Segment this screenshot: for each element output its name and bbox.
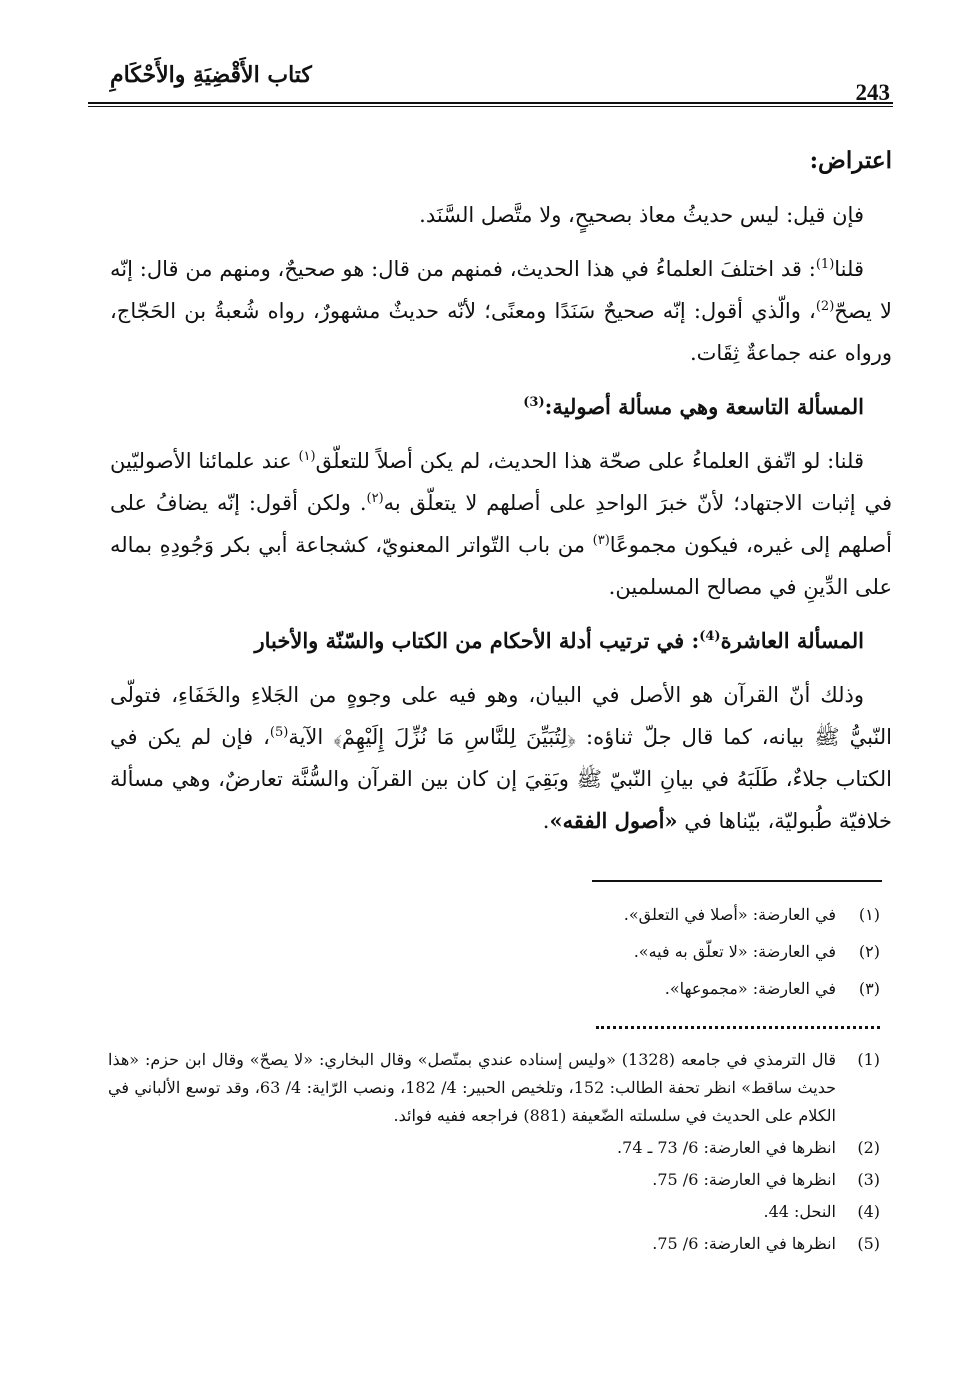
paragraph-text: . ولكن أقول: إنّه يضافُ على أصلهم إلى غيره، فيكون مجموعًا: [110, 491, 892, 557]
footnote-number: (4): [857, 1202, 880, 1221]
paragraph-text: ، فإن لم يكن في الكتاب جلاءٌ، طَلَبَهُ في بيانِ النّبيّ ﷺ وبَقِيَ إن كان بين القرآن والسُّنَّة تعارضٌ، وهي مسألة خلافيّة طُبوليّة، بيّناها في: [110, 725, 892, 833]
footnote-item: [108, 1046, 880, 1130]
footnote-number: (5): [857, 1234, 880, 1253]
book-reference: «أصول الفقه»: [549, 808, 678, 833]
paragraph-text: من باب التّواتر المعنويّ، كشجاعة أبي بكر وَجُودِهِ بماله على الدِّينِ في مصالح المسلمين.: [110, 533, 892, 599]
footnote-ref[interactable]: (2): [815, 299, 835, 314]
dotted-separator: [596, 1026, 880, 1029]
footnote-ref[interactable]: (5): [269, 725, 289, 740]
footnote-number: (٣): [858, 979, 880, 998]
footnote-ref[interactable]: (١): [298, 449, 316, 464]
footnote-number: (1): [857, 1050, 880, 1069]
paragraph-objection: [110, 194, 892, 236]
footnote-text: قال الترمذي في جامعه (1328) «وليس إسناده عندي بمتّصل» وقال البخاري: «لا يصحّ» وقال ابن حزم: «هذا حديث ساقط» انظر تحفة الطالب: 152، وتلخيص الحبير: 4/ 182، ونصب الرّاية: 4/ 63، وقد توسع الألباني في الكلام على الحديث في سلسلته الضّعيفة (881) فراجعه ففيه فوائد.: [108, 1050, 837, 1125]
footnote-number: (١): [858, 905, 880, 924]
manuscript-footnotes: [110, 896, 880, 1007]
paragraph-text: قلنا: [834, 257, 864, 281]
footnote-text: انظرها في العارضة: 6/ 75.: [652, 1234, 836, 1253]
footnote-text: في العارضة: «لا تعلّق به فيه».: [633, 942, 836, 961]
footnote-ref[interactable]: (3): [523, 395, 545, 410]
paragraph-text: : قد اختلفَ العلماءُ في هذا الحديث، فمنهم من قال: هو صحيحٌ، ومنهم من قال: إنّه لا يصحّ: [110, 257, 892, 323]
page-number: 243: [855, 80, 890, 105]
footnote-ref[interactable]: (4): [699, 629, 721, 644]
footnote-ref[interactable]: (1): [815, 257, 835, 272]
footnote-text: في العارضة: «مجموعها».: [664, 979, 836, 998]
paragraph-text: وذلك أنّ القرآن هو الأصل في البيان، وهو فيه على وجوهٍ من الجَلاءِ والخَفَاءِ، فتولّى النّبيُّ ﷺ بيانه، كما قال جلّ ثناؤه: ﴿لِتُبَيِّنَ لِلنَّاسِ مَا نُزِّلَ إِلَيْهِمْ﴾ الآية: [110, 683, 892, 749]
main-text: [110, 140, 892, 854]
footnote-text: انظرها في العارضة: 6/ 73 ـ 74.: [617, 1138, 836, 1157]
paragraph-text: .: [542, 809, 550, 833]
footnote-item: [110, 933, 880, 970]
editor-footnotes: [108, 1046, 880, 1262]
issue-title: المسألة التاسعة وهي مسألة أصولية:: [544, 394, 864, 419]
footnote-text: النحل: 44.: [763, 1202, 836, 1221]
header-rule-thin: [88, 106, 893, 107]
paragraph-text: عند علمائنا الأصوليّين في إثبات الاجتهاد؛ لأنّ خبرَ الواحدِ على أصلهم لا يتعلّق به: [110, 449, 892, 515]
paragraph-text: قلنا: لو اتّفق العلماءُ على صحّة هذا الحديث، لم يكن أصلاً للتعلّق: [315, 449, 864, 473]
section-heading: اعتراض:: [809, 147, 892, 174]
footnote-item: [108, 1230, 880, 1258]
footnote-number: (٢): [858, 942, 880, 961]
issue-nine-heading: [110, 386, 892, 428]
header-rule: [88, 102, 893, 104]
footnote-separator: [592, 880, 882, 882]
footnote-item: [108, 1198, 880, 1226]
footnote-text: انظرها في العارضة: 6/ 75.: [652, 1170, 836, 1189]
issue-title: المسألة العاشرة: [720, 628, 864, 653]
paragraph-issue-ten: [110, 674, 892, 842]
footnote-item: [110, 970, 880, 1007]
footnote-number: (2): [857, 1138, 880, 1157]
footnote-ref[interactable]: (٢): [366, 491, 384, 506]
paragraph-text: ، والّذي أقول: إنّه صحيحٌ سَنَدًا ومعنًى؛ لأنّه حديثٌ مشهورٌ، رواه شُعبةُ بن الحَجّاج، ورواه عنه جماعةٌ ثِقَات.: [110, 299, 892, 365]
paragraph-text: فإن قيل: ليس حديثُ معاذ بصحيحٍ، ولا متَّصل السَّنَد.: [419, 203, 864, 227]
footnote-number: (3): [857, 1170, 880, 1189]
paragraph-response: [110, 248, 892, 374]
running-header-title: كتاب الأَقْضِيَةِ والأَحْكَامِ: [110, 62, 312, 88]
footnote-item: [108, 1134, 880, 1162]
issue-subtitle: : في ترتيب أدلة الأحكام من الكتاب والسّنّة والأخبار: [254, 628, 700, 653]
footnote-item: [108, 1166, 880, 1194]
footnote-text: في العارضة: «أصلا في التعلق».: [623, 905, 836, 924]
footnote-item: [110, 896, 880, 933]
issue-ten-heading: [110, 620, 892, 662]
paragraph-issue-nine: [110, 440, 892, 608]
footnote-ref[interactable]: (٣): [592, 533, 610, 548]
